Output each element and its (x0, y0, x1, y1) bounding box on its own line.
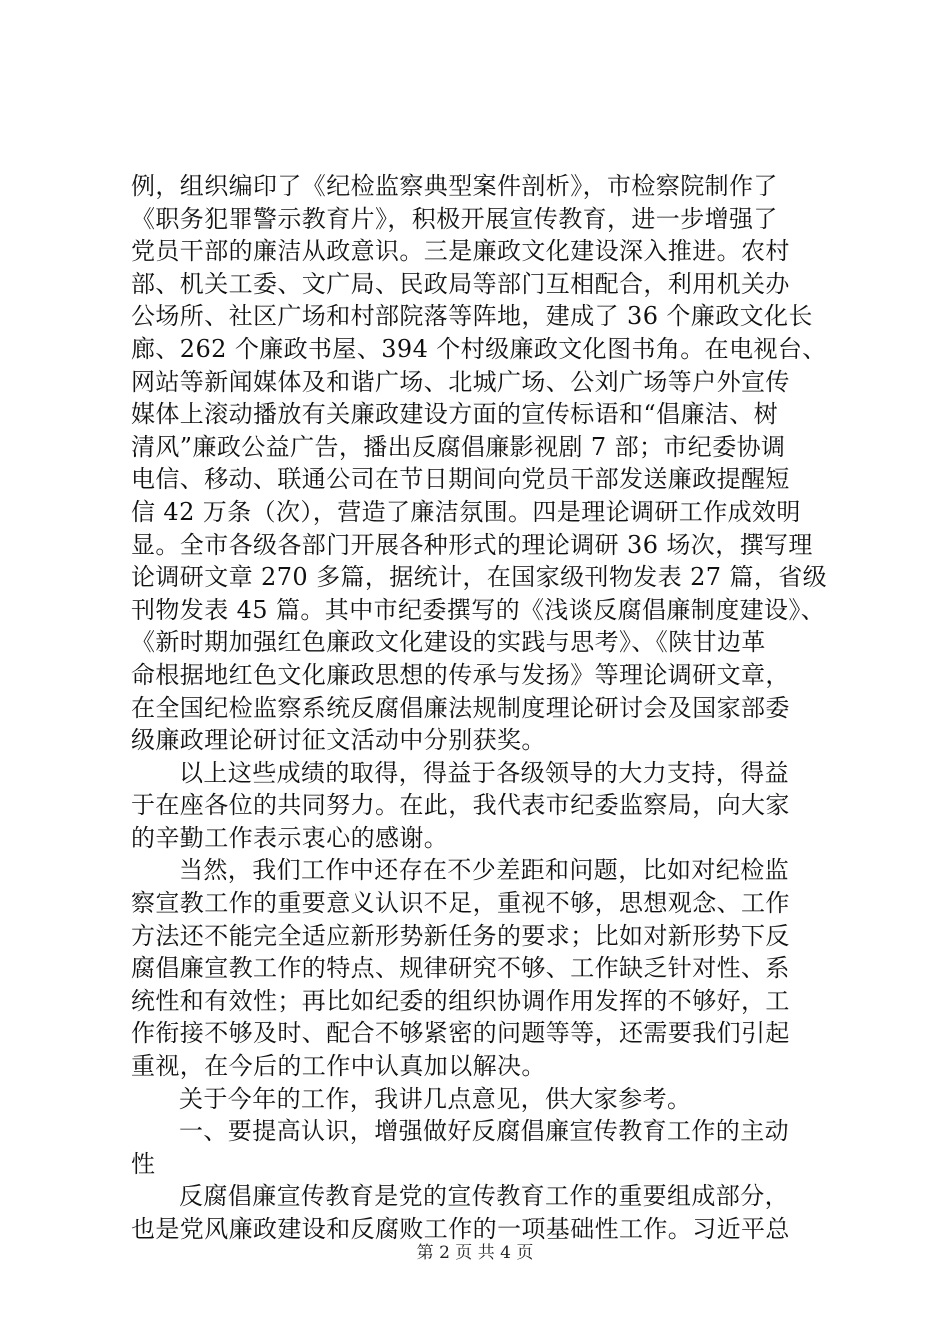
text-line: 统性和有效性；再比如纪委的组织协调作用发挥的不够好，工 (131, 986, 790, 1015)
text-line: 刊物发表 45 篇。其中市纪委撰写的《浅谈反腐倡廉制度建设》、 (131, 595, 826, 624)
text-line: 媒体上滚动播放有关廉政建设方面的宣传标语和“倡廉洁、树 (131, 400, 779, 429)
text-line: 公场所、社区广场和村部院落等阵地，建成了 36 个廉政文化长 (131, 302, 813, 331)
text-line: 以上这些成绩的取得，得益于各级领导的大力支持，得益 (179, 758, 789, 787)
page-number-footer: 第 2 页 共 4 页 (416, 1243, 534, 1263)
text-line: 廊、262 个廉政书屋、394 个村级廉政文化图书角。在电视台、 (131, 334, 827, 363)
document-body (131, 170, 831, 1246)
text-line: 《职务犯罪警示教育片》，积极开展宣传教育，进一步增强了 (131, 204, 778, 233)
text-line: 关于今年的工作，我讲几点意见，供大家参考。 (179, 1084, 692, 1113)
text-line: 电信、移动、联通公司在节日期间向党员干部发送廉政提醒短 (131, 465, 790, 494)
text-line: 察宣教工作的重要意义认识不足，重视不够，思想观念、工作 (131, 889, 790, 918)
text-line: 网站等新闻媒体及和谐广场、北城广场、公刘广场等户外宣传 (131, 367, 790, 396)
text-line: 级廉政理论研讨征文活动中分别获奖。 (131, 726, 546, 755)
text-line: 清风”廉政公益广告，播出反腐倡廉影视剧 7 部；市纪委协调 (131, 432, 786, 461)
text-line: 作衔接不够及时、配合不够紧密的问题等等，还需要我们引起 (131, 1019, 790, 1048)
text-line: 腐倡廉宣教工作的特点、规律研究不够、工作缺乏针对性、系 (131, 954, 790, 983)
text-line: 信 42 万条（次），营造了廉洁氛围。四是理论调研工作成效明 (131, 497, 801, 526)
text-line: 《新时期加强红色廉政文化建设的实践与思考》、《陕甘边革 (131, 628, 766, 657)
text-line: 显。全市各级各部门开展各种形式的理论调研 36 场次，撰写理 (131, 530, 813, 559)
text-line: 方法还不能完全适应新形势新任务的要求；比如对新形势下反 (131, 921, 790, 950)
text-line: 命根据地红色文化廉政思想的传承与发扬》等理论调研文章， (131, 660, 790, 689)
text-line: 部、机关工委、文广局、民政局等部门互相配合，利用机关办 (131, 269, 790, 298)
text-line: 例，组织编印了《纪检监察典型案件剖析》，市检察院制作了 (131, 172, 778, 200)
text-line: 的辛勤工作表示衷心的感谢。 (131, 823, 449, 852)
text-line: 于在座各位的共同努力。在此，我代表市纪委监察局，向大家 (131, 791, 790, 820)
text-line: 性 (131, 1149, 156, 1178)
text-line: 也是党风廉政建设和反腐败工作的一项基础性工作。习近平总 (131, 1215, 790, 1243)
text-line: 重视，在今后的工作中认真加以解决。 (131, 1052, 546, 1081)
text-line: 党员干部的廉洁从政意识。三是廉政文化建设深入推进。农村 (131, 237, 790, 266)
text-line: 一、要提高认识，增强做好反腐倡廉宣传教育工作的主动 (179, 1117, 789, 1146)
text-line: 反腐倡廉宣传教育是党的宣传教育工作的重要组成部分， (179, 1182, 789, 1211)
text-line: 论调研文章 270 多篇，据统计，在国家级刊物发表 27 篇，省级 (131, 563, 828, 592)
text-line: 当然，我们工作中还存在不少差距和问题，比如对纪检监 (179, 856, 789, 885)
text-line: 在全国纪检监察系统反腐倡廉法规制度理论研讨会及国家部委 (131, 693, 790, 722)
